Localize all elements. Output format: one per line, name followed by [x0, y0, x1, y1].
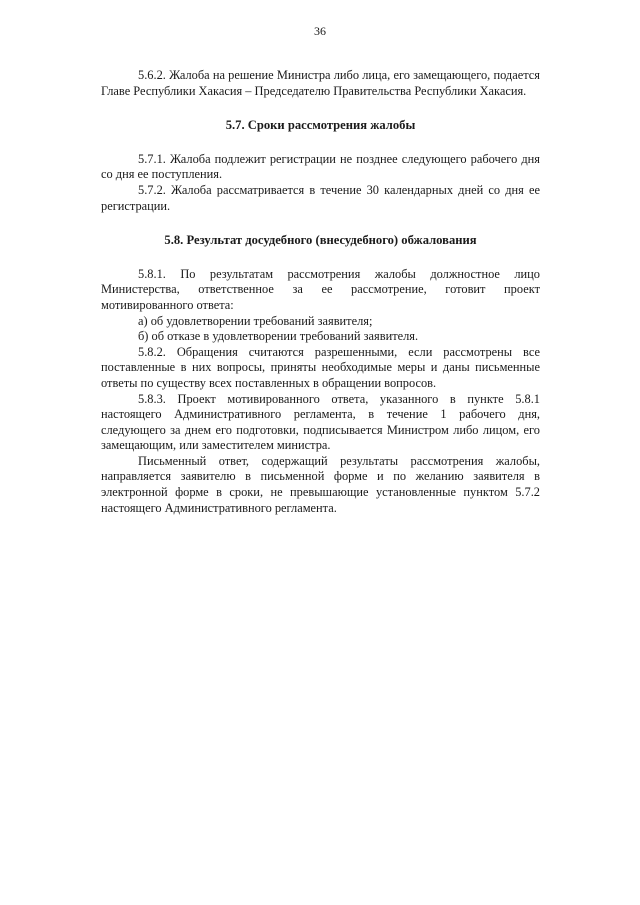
paragraph-5-6-2: 5.6.2. Жалоба на решение Министра либо лица, его замещающего, подается Главе Республики Хакасия – Председателю Правительства Республики Хакасия.: [101, 68, 540, 98]
paragraph-5-7-2: 5.7.2. Жалоба рассматривается в течение 30 календарных дней со дня ее регистрации.: [101, 182, 540, 213]
paragraph-5-8-3: 5.8.3. Проект мотивированного ответа, указанного в пункте 5.8.1 настоящего Административного регламента, в течение 1 рабочего дня, следующего за днем его подготовки, подписывается Министром либо лицом, его замещающим, или заместителем министра.: [101, 391, 540, 453]
list-item-b: б) об отказе в удовлетворении требований заявителя.: [138, 329, 419, 344]
paragraph-final: Письменный ответ, содержащий результаты рассмотрения жалобы, направляется заявителю в письменной форме и по желанию заявителя в электронной форме в сроки, не превышающие установленные пунктом 5.7.2 настоящего Административного регламента.: [101, 453, 540, 515]
paragraph-5-8-2: 5.8.2. Обращения считаются разрешенными, если рассмотрены все поставленные в них вопросы, приняты необходимые меры и даны письменные ответы по существу всех поставленных в обращении вопросов.: [101, 344, 540, 390]
page-number: 36: [314, 24, 326, 38]
document-body: [101, 68, 540, 516]
paragraph-5-8-1: 5.8.1. По результатам рассмотрения жалобы должностное лицо Министерства, ответственное за ее рассмотрение, готовит проект мотивированного ответа:: [101, 266, 540, 312]
section-heading-5-8: 5.8. Результат досудебного (внесудебного) обжалования: [164, 233, 477, 248]
list-item-a: а) об удовлетворении требований заявителя;: [138, 313, 373, 328]
section-heading-5-7: 5.7. Сроки рассмотрения жалобы: [225, 118, 416, 133]
paragraph-5-7-1: 5.7.1. Жалоба подлежит регистрации не позднее следующего рабочего дня со дня ее поступления.: [101, 151, 540, 182]
